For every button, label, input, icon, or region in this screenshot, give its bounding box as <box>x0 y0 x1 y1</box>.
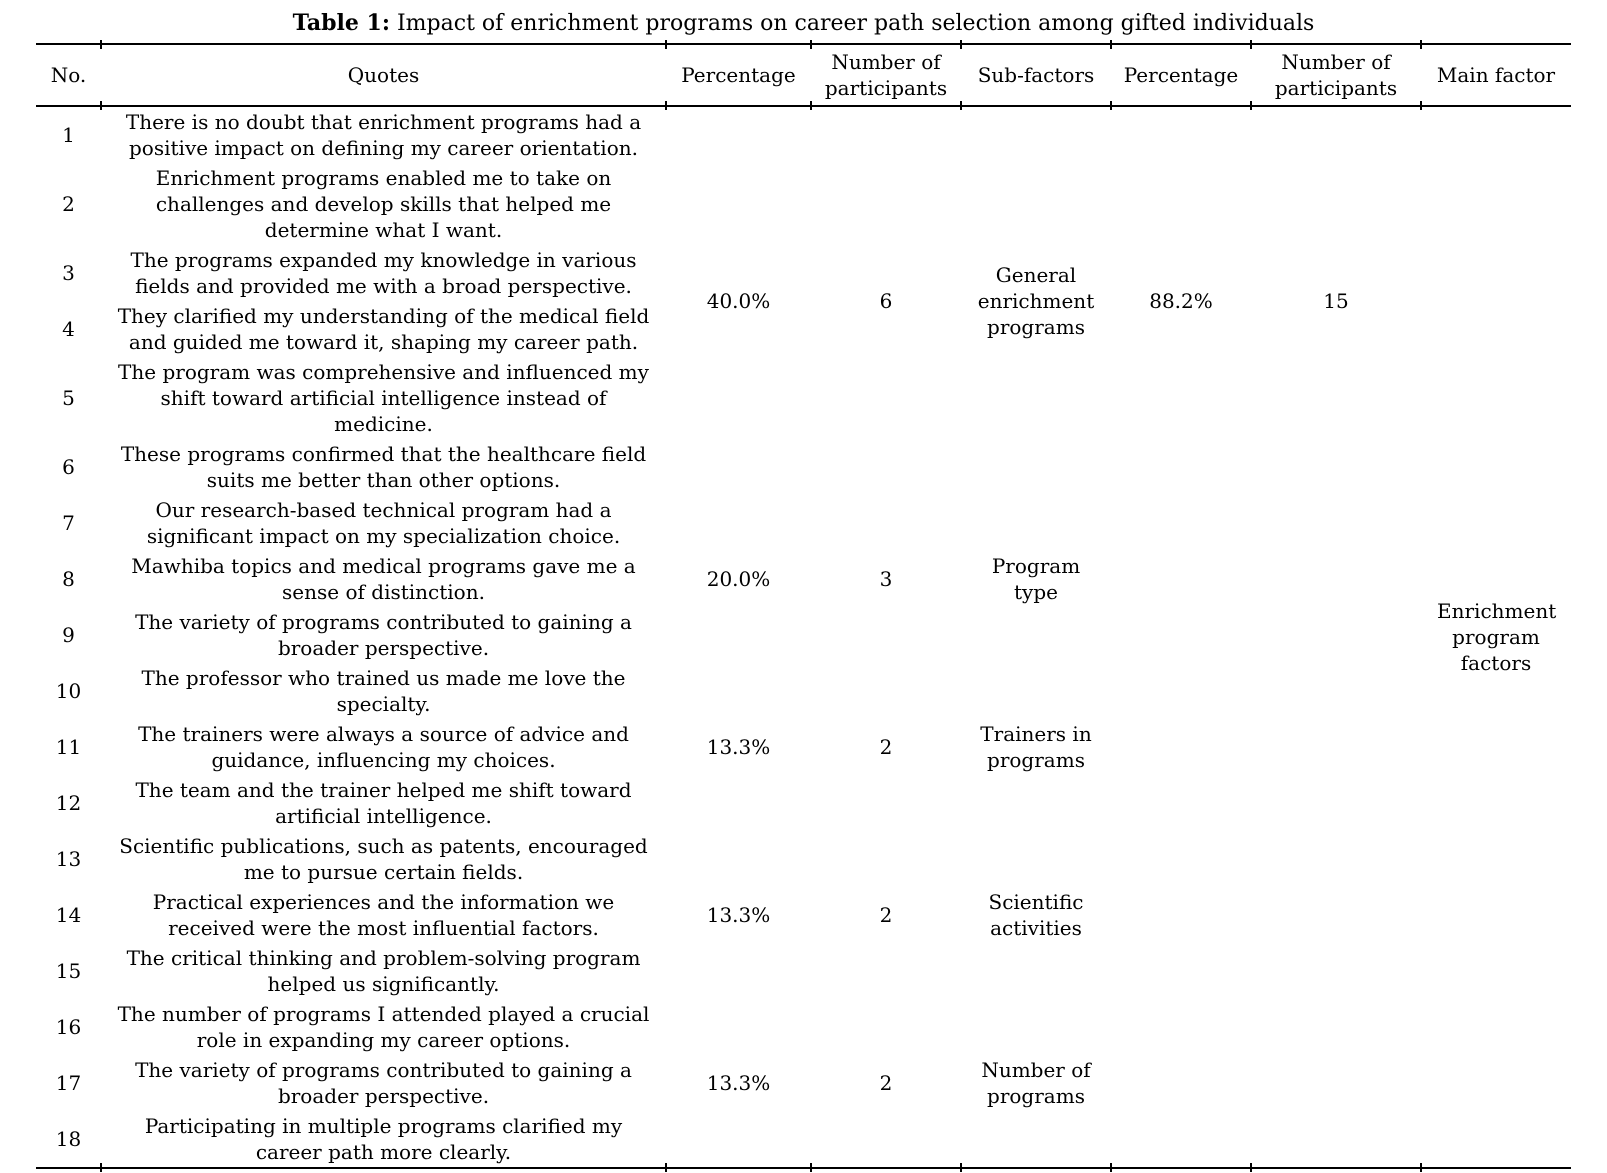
col-header-no: No. <box>36 44 101 106</box>
quote-no: 10 <box>55 679 82 704</box>
group-percentage: 13.3% <box>666 999 811 1168</box>
quote-no: 16 <box>55 1015 82 1040</box>
quote-text: Enrichment programs enabled me to take on challenges and develop skills that helped me determine what I want. <box>155 166 612 243</box>
group-participants: 2 <box>879 903 893 928</box>
quote-no: 9 <box>62 623 75 648</box>
col-header-main-factor: Main factor <box>1421 44 1571 106</box>
quote-no: 3 <box>62 261 75 286</box>
col-header-quotes: Quotes <box>101 44 666 106</box>
quote-text: The programs expanded my knowledge in various fields and provided me with a broad perspective. <box>130 248 637 299</box>
quote-text: There is no doubt that enrichment programs had a positive impact on defining my career orientation. <box>125 110 642 161</box>
col-header-sub-factors: Sub-factors <box>961 44 1111 106</box>
header-row <box>36 44 1571 106</box>
table-title-label: Table 1: <box>292 10 390 36</box>
col-header-participants-1: Number of participants <box>811 44 961 106</box>
group-sub-factor: Program type <box>991 554 1081 605</box>
quote-text: The variety of programs contributed to gaining a broader perspective. <box>135 1058 632 1109</box>
table-header <box>36 44 1571 106</box>
col-header-participants-2: Number of participants <box>1251 44 1421 106</box>
quote-no: 6 <box>62 455 75 480</box>
quote-text: Participating in multiple programs clarified my career path more clearly. <box>101 1111 666 1168</box>
table-title-text: Impact of enrichment programs on career path selection among gifted individuals <box>390 11 1315 36</box>
table-body <box>36 106 1571 1168</box>
empty-cell <box>1111 495 1251 1168</box>
quote-text: The program was comprehensive and influenced my shift toward artificial intelligence instead of medicine. <box>118 360 649 437</box>
quote-no: 5 <box>62 386 75 411</box>
overall-percentage: 88.2% <box>1149 289 1213 314</box>
main-factor-value: Enrichment program factors <box>1421 106 1571 1168</box>
quote-text: Practical experiences and the information we received were the most influential factors. <box>152 890 615 941</box>
table-title <box>36 6 1571 41</box>
quote-row <box>36 106 1571 163</box>
quote-text: The number of programs I attended played a crucial role in expanding my career options. <box>117 1002 650 1053</box>
group-sub-factor: General enrichment programs <box>977 263 1095 340</box>
quote-no: 13 <box>55 847 82 872</box>
group-percentage: 20.0% <box>706 567 771 592</box>
group-participants: 3 <box>879 567 893 592</box>
quote-no: 4 <box>62 317 75 342</box>
group-percentage: 13.3% <box>706 903 771 928</box>
overall-participants: 15 <box>1323 289 1349 314</box>
group-participants: 2 <box>879 735 893 760</box>
quote-text: The professor who trained us made me love the specialty. <box>141 666 626 717</box>
quote-no: 7 <box>62 511 75 536</box>
quote-text: The critical thinking and problem-solving program helped us significantly. <box>126 946 641 997</box>
quote-text: The variety of programs contributed to gaining a broader perspective. <box>135 610 632 661</box>
group-percentage: 40.0% <box>706 289 771 314</box>
quote-no: 11 <box>55 735 82 760</box>
quote-text: Our research-based technical program had a significant impact on my specialization choice. <box>146 498 621 549</box>
col-header-percentage-2: Percentage <box>1111 44 1251 106</box>
quote-text: Mawhiba topics and medical programs gave me a sense of distinction. <box>131 554 636 605</box>
quote-no: 15 <box>55 959 82 984</box>
quote-text: The team and the trainer helped me shift toward artificial intelligence. <box>135 778 632 829</box>
quote-text: They clarified my understanding of the medical field and guided me toward it, shaping my career path. <box>117 304 650 355</box>
quote-no: 18 <box>55 1127 82 1152</box>
group-participants: 2 <box>811 999 961 1168</box>
quote-text: These programs confirmed that the healthcare field suits me better than other options. <box>120 442 647 493</box>
quote-no: 8 <box>62 567 75 592</box>
results-table <box>36 43 1571 1169</box>
empty-cell <box>1251 495 1421 1168</box>
quote-text: The trainers were always a source of advice and guidance, influencing my choices. <box>138 722 629 773</box>
quote-no: 1 <box>62 123 75 148</box>
quote-row <box>36 495 1571 551</box>
quote-text: Scientific publications, such as patents, encouraged me to pursue certain fields. <box>119 834 648 885</box>
quote-no: 2 <box>62 192 75 217</box>
col-header-percentage-1: Percentage <box>666 44 811 106</box>
group-sub-factor: Number of programs <box>961 999 1111 1168</box>
group-sub-factor: Scientific activities <box>988 890 1084 941</box>
quote-no: 14 <box>55 903 82 928</box>
quote-no: 17 <box>55 1071 82 1096</box>
quote-no: 12 <box>55 791 82 816</box>
group-sub-factor: Trainers in programs <box>980 722 1092 773</box>
group-participants: 6 <box>879 289 893 314</box>
group-percentage: 13.3% <box>706 735 771 760</box>
